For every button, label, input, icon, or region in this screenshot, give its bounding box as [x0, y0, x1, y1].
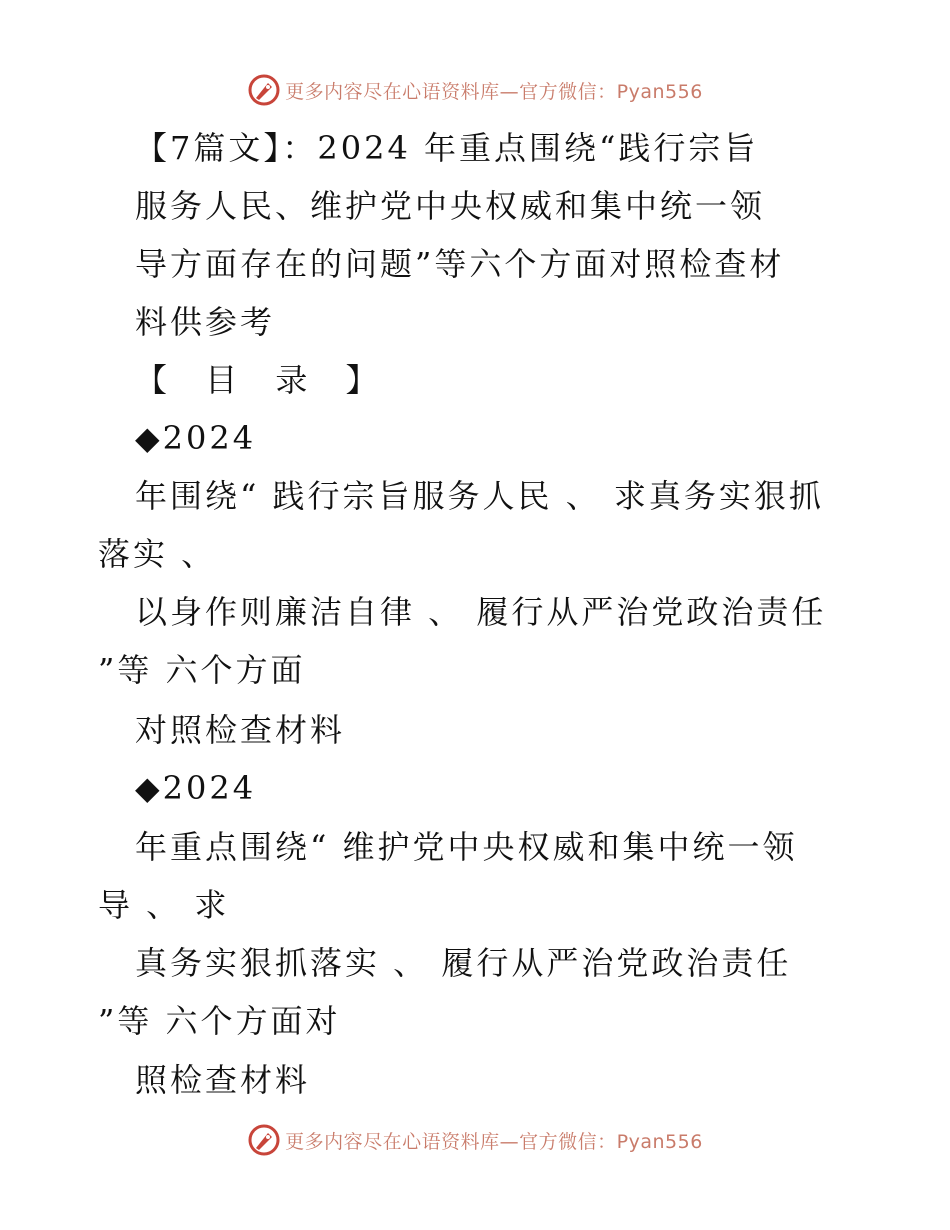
toc-heading: 【 目 录 】: [135, 361, 392, 399]
document-title-line-1: 【7篇文】：2024 年重点围绕“践行宗旨: [135, 129, 759, 167]
toc-entry-1-line-4: ”等 六个方面: [98, 651, 306, 689]
toc-entry-1-line-5: 对照检查材料: [135, 711, 346, 749]
document-title-line-2: 服务人民、维护党中央权威和集中统一领: [135, 187, 766, 225]
toc-entry-2-line-2: 导 、 求: [98, 886, 230, 924]
header-watermark: [0, 70, 950, 110]
footer-watermark: [0, 1120, 950, 1160]
document-title-line-4: 料供参考: [135, 303, 276, 341]
toc-entry-2-line-5: 照检查材料: [135, 1061, 311, 1099]
watermark-text: 更多内容尽在心语资料库—官方微信：Pyan556: [285, 80, 703, 103]
toc-entry-2-line-4: ”等 六个方面对: [98, 1002, 341, 1040]
toc-entry-2-line-3: 真务实狠抓落实 、 履行从严治党政治责任: [135, 944, 792, 982]
toc-entry-1-marker: ◆2024: [135, 419, 257, 457]
toc-entry-1-line-3: 以身作则廉洁自律 、 履行从严治党政治责任: [135, 593, 827, 631]
watermark-text: 更多内容尽在心语资料库—官方微信：Pyan556: [285, 1130, 703, 1153]
pen-nib-logo-icon: [247, 1123, 281, 1157]
toc-entry-2-line-1: 年重点围绕“ 维护党中央权威和集中统一领: [135, 828, 798, 866]
toc-entry-1-line-2: 落实 、: [98, 535, 217, 573]
toc-entry-2-marker: ◆2024: [135, 769, 257, 807]
document-title-line-3: 导方面存在的问题”等六个方面对照检查材: [135, 245, 785, 283]
pen-nib-logo-icon: [247, 73, 281, 107]
toc-entry-1-line-1: 年围绕“ 践行宗旨服务人民 、 求真务实狠抓: [135, 477, 824, 515]
